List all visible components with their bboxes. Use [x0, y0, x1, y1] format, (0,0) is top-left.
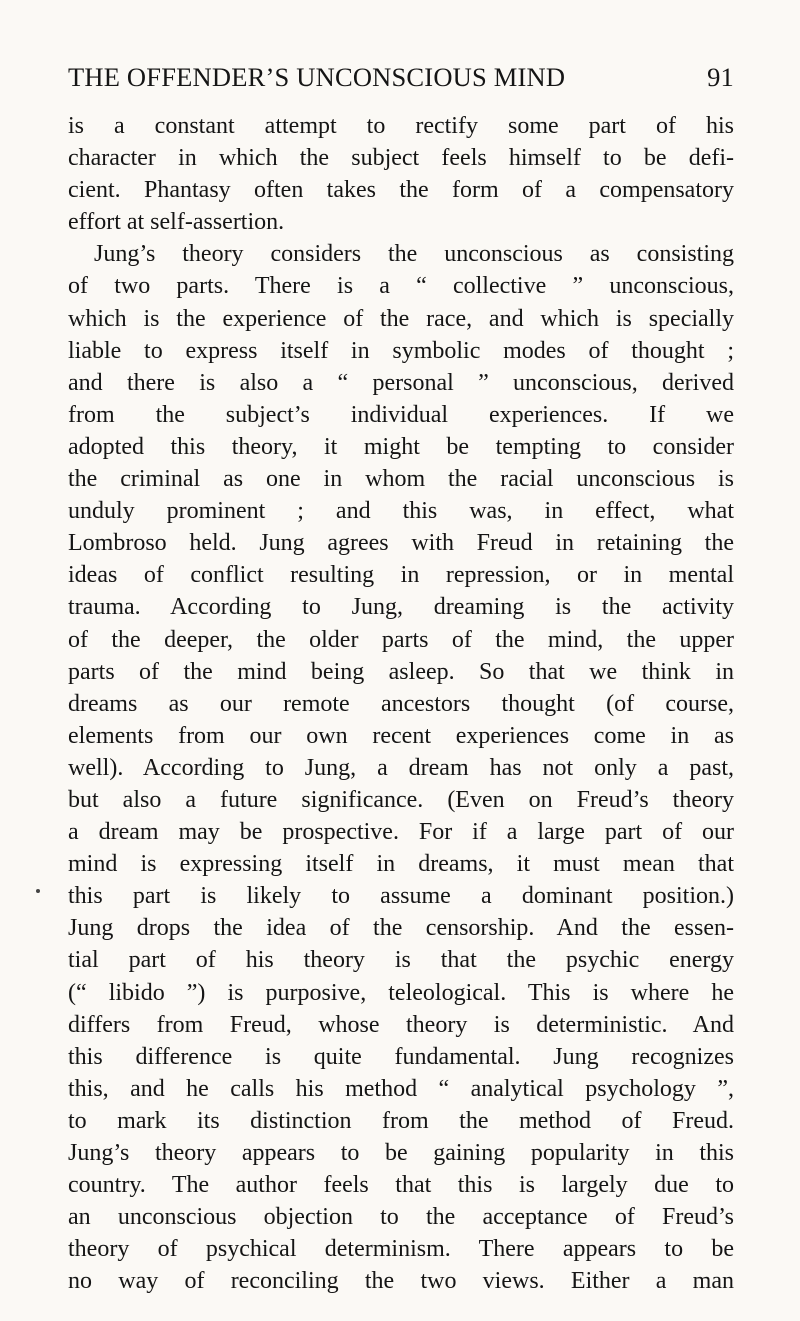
text-line: elements from our own recent experiences come in as — [68, 722, 734, 749]
running-head-title: THE OFFENDER’S UNCONSCIOUS MIND — [68, 62, 566, 92]
margin-mark — [36, 889, 40, 893]
text-line: Jung’s theory appears to be gaining popularity in this — [68, 1140, 734, 1166]
text-line: dreams as our remote ancestors thought (of course, — [68, 690, 734, 717]
text-line: adopted this theory, it might be tempting to consider — [68, 433, 734, 460]
text-line: of the deeper, the older parts of the mind, the upper — [68, 626, 734, 653]
text-line: cient. Phantasy often takes the form of a compensatory — [68, 177, 734, 204]
text-line: and there is also a “ personal ” unconscious, derived — [68, 369, 734, 396]
text-line: of two parts. There is a “ collective ” unconscious, — [68, 273, 734, 300]
text-line: Jung drops the idea of the censorship. And the essen- — [68, 915, 734, 942]
text-line: effort at self-assertion. — [68, 209, 285, 236]
text-line: this, and he calls his method “ analytical psychology ”, — [68, 1075, 734, 1102]
text-line: Lombroso held. Jung agrees with Freud in retaining the — [68, 530, 734, 557]
text-line: the criminal as one in whom the racial unconscious is — [68, 466, 734, 493]
text-line: mind is expressing itself in dreams, it must mean that — [68, 851, 734, 878]
text-line: liable to express itself in symbolic modes of thought ; — [68, 337, 734, 364]
page-number: 91 — [707, 62, 734, 92]
text-line: a dream may be prospective. For if a large part of our — [68, 819, 734, 846]
text-line: country. The author feels that this is largely due to — [68, 1172, 734, 1199]
text-line: which is the experience of the race, and which is specially — [68, 305, 734, 332]
text-line: ideas of conflict resulting in repression, or in mental — [68, 562, 734, 589]
text-line: but also a future significance. (Even on Freud’s theory — [68, 786, 734, 813]
text-line: theory of psychical determinism. There appears to be — [68, 1236, 734, 1263]
text-line: character in which the subject feels himself to be defi- — [68, 145, 734, 172]
text-line: unduly prominent ; and this was, in effect, what — [68, 498, 734, 525]
text-line: well). According to Jung, a dream has not only a past, — [68, 754, 734, 781]
text-line: to mark its distinction from the method of Freud. — [68, 1107, 734, 1134]
text-line: from the subject’s individual experiences. If we — [68, 401, 734, 428]
text-line: differs from Freud, whose theory is deterministic. And — [68, 1011, 734, 1038]
text-line: parts of the mind being asleep. So that we think in — [68, 658, 734, 685]
text-line: is a constant attempt to rectify some part of his — [68, 113, 734, 139]
text-line: this difference is quite fundamental. Jung recognizes — [68, 1043, 734, 1070]
text-line: no way of reconciling the two views. Either a man — [68, 1268, 734, 1295]
text-line: this part is likely to assume a dominant position.) — [68, 883, 734, 910]
running-head — [68, 62, 734, 98]
text-line: an unconscious objection to the acceptance of Freud’s — [68, 1204, 734, 1231]
text-line: tial part of his theory is that the psychic energy — [68, 947, 734, 974]
text-line: (“ libido ”) is purposive, teleological. This is where he — [68, 979, 734, 1006]
text-line: Jung’s theory considers the unconscious as consisting — [94, 241, 734, 268]
text-line: trauma. According to Jung, dreaming is the activity — [68, 594, 734, 621]
body-text — [68, 110, 734, 1297]
